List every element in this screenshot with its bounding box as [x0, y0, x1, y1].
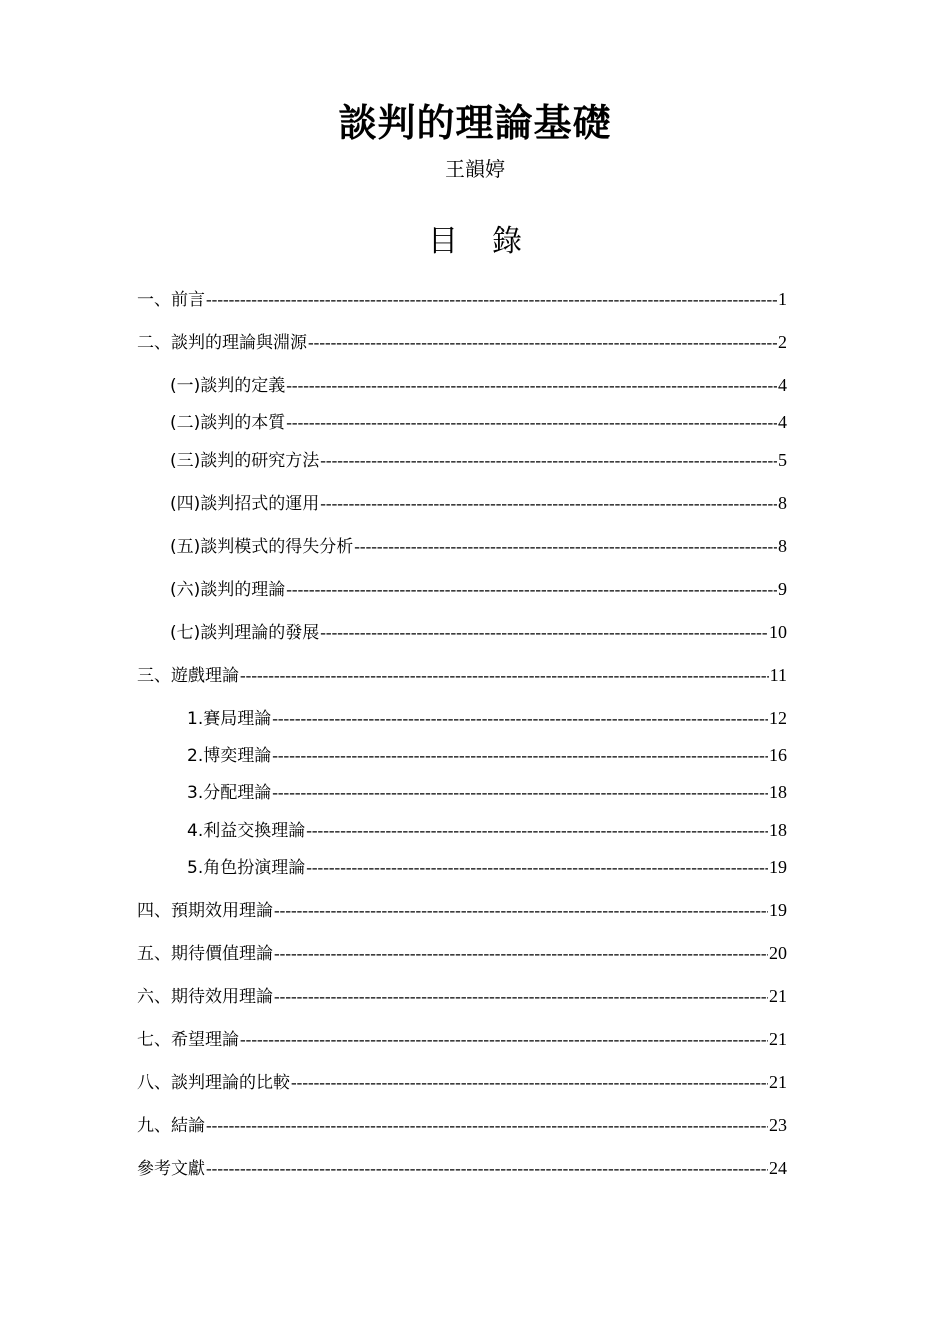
toc-entry[interactable] [170, 411, 787, 433]
toc-page-number: 21 [769, 986, 787, 1006]
toc-entry[interactable] [187, 707, 787, 729]
toc-entry[interactable] [137, 1071, 787, 1093]
dot-leader [206, 289, 777, 311]
toc-entry-label: (二)談判的本質 [170, 413, 286, 433]
toc-page-number: 9 [778, 579, 787, 599]
toc-entry[interactable] [137, 985, 787, 1007]
toc-entry[interactable] [137, 288, 787, 310]
toc-page-number: 21 [769, 1029, 787, 1049]
dot-leader [272, 745, 768, 767]
toc-page-number: 16 [769, 745, 787, 765]
toc-entry[interactable] [137, 1028, 787, 1050]
document-title: 談判的理論基礎 [338, 101, 612, 145]
dot-leader [274, 900, 768, 922]
toc-page-number: 18 [769, 820, 787, 840]
dot-leader [240, 1029, 768, 1051]
dot-leader [354, 536, 777, 558]
toc-page-number: 11 [769, 665, 787, 685]
dot-leader [286, 579, 777, 601]
dot-leader [272, 708, 768, 730]
toc-page-number: 1 [778, 289, 787, 309]
toc-entry-label: 八、談判理論的比較 [137, 1073, 290, 1093]
toc-entry[interactable] [187, 744, 787, 766]
toc-page-number: 19 [769, 857, 787, 877]
toc-page-number: 8 [778, 536, 787, 556]
toc-heading-left: 目 [428, 224, 458, 259]
dot-leader [286, 375, 777, 397]
toc-page-number: 19 [769, 900, 787, 920]
dot-leader [240, 665, 769, 687]
dot-leader [306, 820, 768, 842]
toc-page-number: 21 [769, 1072, 787, 1092]
toc-entry-label: 4.利益交換理論 [187, 821, 306, 841]
toc-entry[interactable] [170, 621, 787, 643]
toc-entry-label: 5.角色扮演理論 [187, 858, 306, 878]
toc-entry-label: 參考文獻 [137, 1159, 205, 1179]
toc-entry-label: 二、談判的理論與淵源 [137, 333, 307, 353]
toc-entry-label: (六)談判的理論 [170, 580, 286, 600]
dot-leader [274, 943, 768, 965]
toc-entry-label: 2.博奕理論 [187, 746, 272, 766]
dot-leader [286, 412, 777, 434]
toc-entry-label: (七)談判理論的發展 [170, 623, 320, 643]
toc-entry[interactable] [187, 856, 787, 878]
toc-entry-label: (一)談判的定義 [170, 376, 286, 396]
toc-entry-label: (四)談判招式的運用 [170, 494, 320, 514]
toc-entry[interactable] [137, 1114, 787, 1136]
toc-entry-label: 七、希望理論 [137, 1030, 239, 1050]
toc-entry-label: 五、期待價值理論 [137, 944, 273, 964]
author-name: 王韻婷 [445, 157, 505, 181]
dot-leader [291, 1072, 768, 1094]
toc-heading-right: 錄 [492, 224, 522, 259]
toc-entry-label: (三)談判的研究方法 [170, 451, 320, 471]
toc-entry[interactable] [170, 578, 787, 600]
toc-page-number: 18 [769, 782, 787, 802]
toc-page-number: 5 [778, 450, 787, 470]
toc-entry-label: 一、前言 [137, 290, 205, 310]
dot-leader [206, 1115, 768, 1137]
toc-page-number: 10 [769, 622, 787, 642]
toc-entry[interactable] [170, 535, 787, 557]
toc-entry-label: 3.分配理論 [187, 783, 272, 803]
toc-page-number: 24 [769, 1158, 787, 1178]
toc-page-number: 20 [769, 943, 787, 963]
toc-entry-label: 1.賽局理論 [187, 709, 272, 729]
toc-entry[interactable] [170, 492, 787, 514]
toc-entry-label: 六、期待效用理論 [137, 987, 273, 1007]
dot-leader [320, 622, 768, 644]
toc-entry-label: 四、預期效用理論 [137, 901, 273, 921]
toc-entry[interactable] [170, 374, 787, 396]
toc-entry[interactable] [170, 449, 787, 471]
dot-leader [272, 782, 768, 804]
toc-entry[interactable] [137, 331, 787, 353]
toc-page-number: 4 [778, 412, 787, 432]
toc-entry[interactable] [187, 819, 787, 841]
toc-entry[interactable] [137, 664, 787, 686]
toc-page-number: 12 [769, 708, 787, 728]
dot-leader [306, 857, 768, 879]
toc-entry[interactable] [137, 1157, 787, 1179]
dot-leader [320, 493, 777, 515]
toc-entry[interactable] [137, 942, 787, 964]
toc-entry-label: 九、結論 [137, 1116, 205, 1136]
toc-page-number: 4 [778, 375, 787, 395]
toc-page-number: 23 [769, 1115, 787, 1135]
toc-entry-label: (五)談判模式的得失分析 [170, 537, 354, 557]
dot-leader [274, 986, 768, 1008]
dot-leader [308, 332, 777, 354]
toc-entry[interactable] [187, 781, 787, 803]
toc-page-number: 2 [778, 332, 787, 352]
toc-entry-label: 三、遊戲理論 [137, 666, 239, 686]
toc-page-number: 8 [778, 493, 787, 513]
dot-leader [320, 450, 777, 472]
dot-leader [206, 1158, 768, 1180]
toc-entry[interactable] [137, 899, 787, 921]
